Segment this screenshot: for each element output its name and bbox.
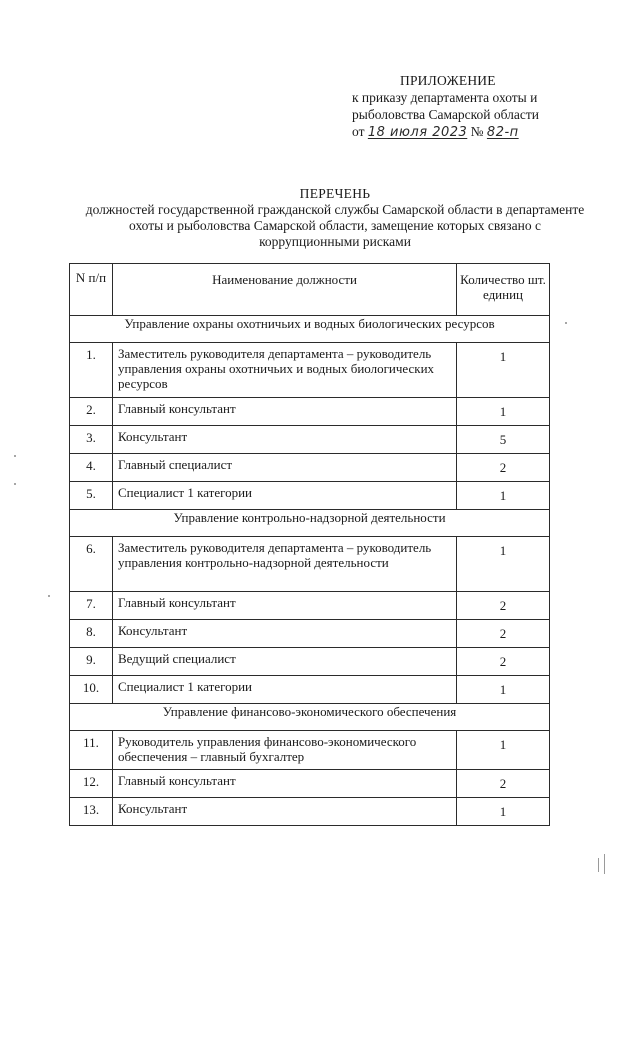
table-row: [70, 770, 550, 798]
section-row: [70, 704, 550, 731]
section-row: [70, 316, 550, 343]
table-row: [70, 426, 550, 454]
row-qty: 2: [457, 592, 550, 620]
appendix-line-2: рыболовства Самарской области: [352, 107, 540, 122]
row-qty: 1: [457, 731, 550, 770]
row-num: 3.: [70, 426, 113, 454]
scan-dot: [48, 595, 50, 597]
row-num: 8.: [70, 620, 113, 648]
row-qty: 1: [457, 798, 550, 826]
handwritten-date: 18 июля 2023: [367, 125, 468, 140]
row-name: Главный специалист: [113, 454, 457, 482]
row-qty: 1: [457, 537, 550, 592]
row-num: 10.: [70, 676, 113, 704]
header-name: Наименование должности: [113, 264, 457, 316]
row-name: Заместитель руководителя департамента – руководитель управления охраны охотничьих и водных биологических ресурсов: [113, 343, 457, 398]
table-row: [70, 454, 550, 482]
document-title: ПЕРЕЧЕНЬ: [299, 186, 371, 201]
row-name: Специалист 1 категории: [113, 482, 457, 510]
row-name: Главный консультант: [113, 770, 457, 798]
row-num: 12.: [70, 770, 113, 798]
header-num: N п/п: [70, 264, 113, 316]
table-row: [70, 592, 550, 620]
row-qty: 1: [457, 676, 550, 704]
row-qty: 1: [457, 343, 550, 398]
row-qty: 2: [457, 770, 550, 798]
row-qty: 2: [457, 454, 550, 482]
scan-mark: [598, 858, 599, 872]
table-row: [70, 620, 550, 648]
document-subtitle: должностей государственной гражданской службы Самарской области в департаменте охоты и рыболовства Самарской области, замещение которых связано с коррупционными рисками: [85, 202, 585, 249]
section-title: Управление финансово-экономического обеспечения: [70, 704, 550, 731]
section-title: Управление охраны охотничьих и водных биологических ресурсов: [70, 316, 550, 343]
section-row: [70, 510, 550, 537]
handwritten-number: 82-п: [486, 125, 519, 140]
scan-dot: [14, 483, 16, 485]
row-num: 2.: [70, 398, 113, 426]
row-name: Ведущий специалист: [113, 648, 457, 676]
row-qty: 5: [457, 426, 550, 454]
table-header-row: [70, 264, 550, 316]
scan-dot: [565, 322, 567, 324]
positions-table: [69, 263, 550, 826]
number-prefix: №: [470, 124, 484, 139]
row-name: Специалист 1 категории: [113, 676, 457, 704]
row-num: 7.: [70, 592, 113, 620]
row-num: 9.: [70, 648, 113, 676]
row-num: 13.: [70, 798, 113, 826]
row-name: Главный консультант: [113, 398, 457, 426]
appendix-date-line: [340, 123, 570, 141]
header-qty: Количество шт. единиц: [457, 264, 550, 316]
row-num: 1.: [70, 343, 113, 398]
row-name: Консультант: [113, 620, 457, 648]
row-qty: 2: [457, 648, 550, 676]
document-heading: [70, 186, 600, 250]
appendix-line-1: к приказу департамента охоты и: [352, 90, 538, 105]
row-name: Главный консультант: [113, 592, 457, 620]
row-qty: 2: [457, 620, 550, 648]
date-prefix: от: [352, 124, 365, 139]
table-row: [70, 676, 550, 704]
row-name: Заместитель руководителя департамента – руководитель управления контрольно-надзорной деятельности: [113, 537, 457, 592]
row-qty: 1: [457, 482, 550, 510]
row-name: Консультант: [113, 798, 457, 826]
row-name: Консультант: [113, 426, 457, 454]
scan-mark: [604, 854, 605, 874]
table-row: [70, 398, 550, 426]
table-row: [70, 343, 550, 398]
appendix-block: [340, 72, 570, 141]
appendix-title: ПРИЛОЖЕНИЕ: [400, 73, 496, 88]
row-name: Руководитель управления финансово-экономического обеспечения – главный бухгалтер: [113, 731, 457, 770]
table-row: [70, 798, 550, 826]
section-title: Управление контрольно-надзорной деятельности: [70, 510, 550, 537]
table-row: [70, 648, 550, 676]
row-num: 5.: [70, 482, 113, 510]
row-num: 4.: [70, 454, 113, 482]
row-qty: 1: [457, 398, 550, 426]
table-row: [70, 537, 550, 592]
row-num: 6.: [70, 537, 113, 592]
scan-dot: [14, 455, 16, 457]
row-num: 11.: [70, 731, 113, 770]
table-row: [70, 482, 550, 510]
table-row: [70, 731, 550, 770]
